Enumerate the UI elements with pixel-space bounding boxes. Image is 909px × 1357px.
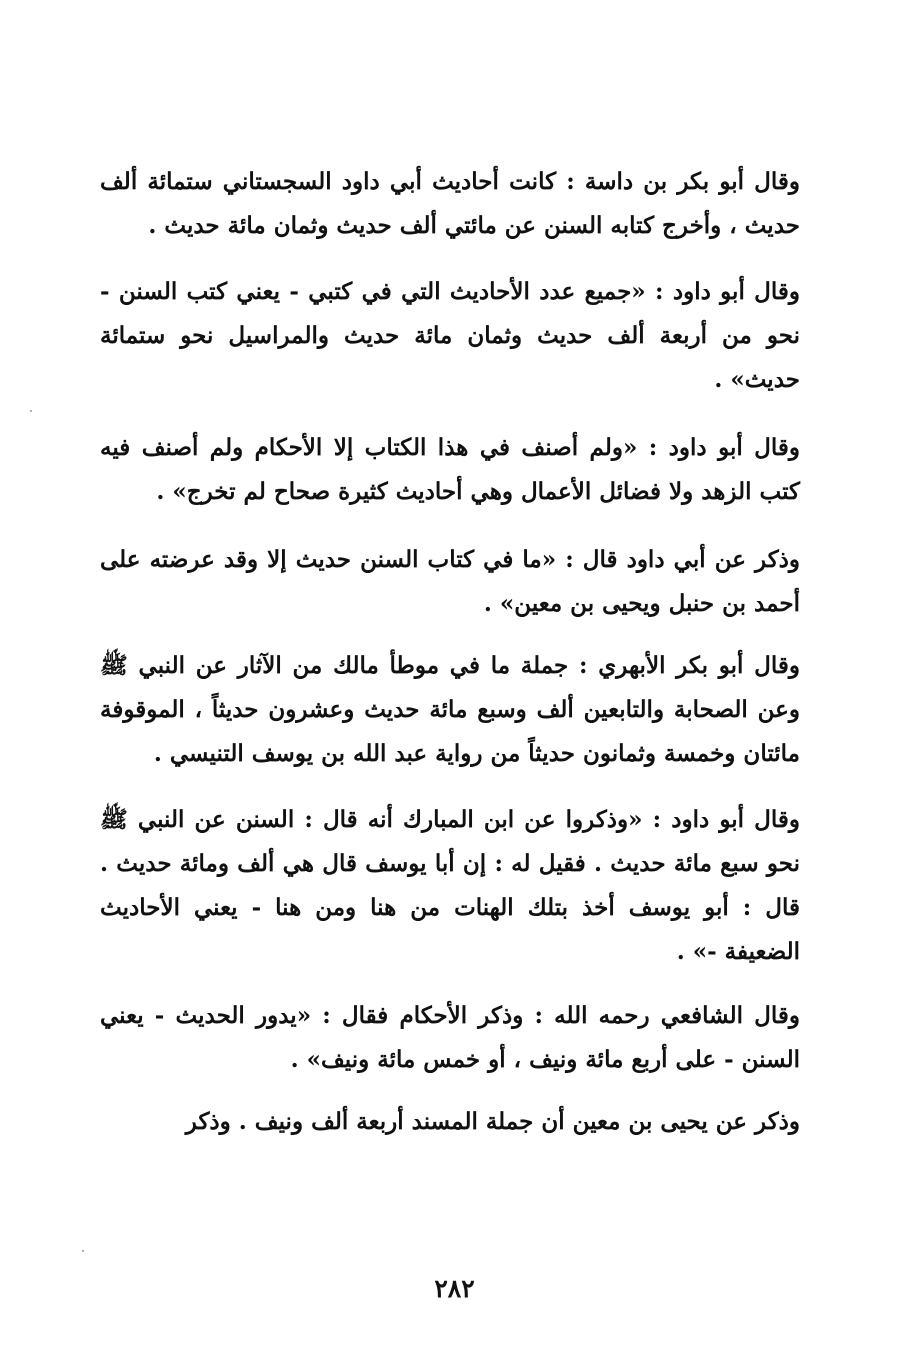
paragraph: وذكر عن يحيى بن معين أن جملة المسند أربعة ألف ونيف . وذكر [185, 1108, 800, 1135]
scan-speck [82, 1250, 84, 1252]
page-number: ٢٨٢ [434, 1274, 475, 1303]
paragraph: وقال أبو داود : «جميع عدد الأحاديث التي في كتبي - يعني كتب السنن - نحو من أربعة ألف حديث وثمان مائة حديث والمراسيل نحو ستمائة حديث» . [100, 278, 800, 393]
paragraph: وقال الشافعي رحمه الله : وذكر الأحكام فقال : «يدور الحديث - يعني السنن - على أربع مائة ونيف ، أو خمس مائة ونيف» . [100, 1002, 800, 1073]
scan-speck [30, 410, 32, 412]
paragraph: وقال أبو داود : «وذكروا عن ابن المبارك أنه قال : السنن عن النبي ﷺ نحو سبع مائة حديث . فقيل له : إن أبا يوسف قال هي ألف ومائة حديث . قال : أبو يوسف أخذ بتلك الهنات من هنا ومن هنا - يعني الأحاديث الضعيفة -» . [100, 806, 800, 965]
paragraph: وذكر عن أبي داود قال : «ما في كتاب السنن حديث إلا وقد عرضته على أحمد بن حنبل ويحيى بن معين» . [100, 546, 800, 617]
paragraph: وقال أبو داود : «ولم أصنف في هذا الكتاب إلا الأحكام ولم أصنف فيه كتب الزهد ولا فضائل الأعمال وهي أحاديث كثيرة صحاح لم تخرج» . [100, 434, 800, 505]
body-text [100, 160, 800, 1144]
paragraph: وقال أبو بكر بن داسة : كانت أحاديث أبي داود السجستاني ستمائة ألف حديث ، وأخرج كتابه السنن عن مائتي ألف حديث وثمان مائة حديث . [100, 168, 800, 239]
paragraph: وقال أبو بكر الأبهري : جملة ما في موطأ مالك من الآثار عن النبي ﷺ وعن الصحابة والتابعين ألف وسبع مائة حديث وعشرون حديثاً ، الموقوفة مائتان وخمسة وثمانون حديثاً من رواية عبد الله بن يوسف التنيسي . [100, 652, 800, 767]
